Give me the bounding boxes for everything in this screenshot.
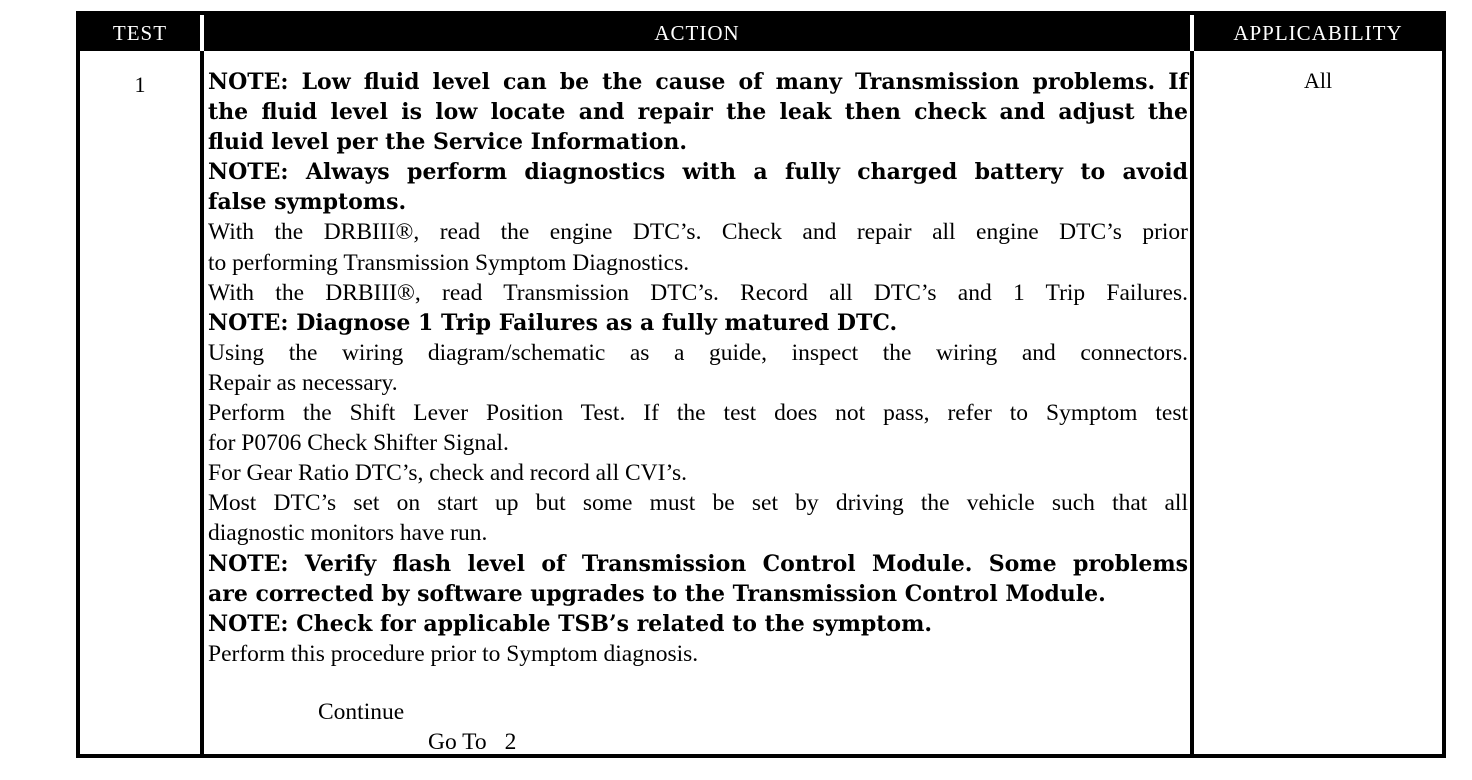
action-line: NOTE: Check for applicable TSB’s related to the symptom. — [208, 610, 933, 637]
action-line: NOTE: Verify flash level of Transmission Control Module. Some problems — [208, 550, 1188, 577]
action-line: for P0706 Check Shifter Signal. — [208, 430, 509, 457]
applicability-value: All — [1303, 68, 1333, 93]
goto-instruction — [428, 729, 516, 756]
header-applicability: APPLICABILITY — [1194, 15, 1442, 51]
action-line: to performing Transmission Symptom Diagnostics. — [208, 249, 690, 276]
column-divider — [200, 51, 204, 754]
action-line: Perform this procedure prior to Symptom diagnosis. — [208, 640, 699, 667]
action-line: For Gear Ratio DTC’s, check and record all CVI’s. — [208, 460, 688, 487]
action-line: the fluid level is low locate and repair the leak then check and adjust the — [208, 99, 1188, 126]
diagnostic-table — [76, 11, 1446, 758]
action-line: With the DRBIII®, read Transmission DTC’s. Record all DTC’s and 1 Trip Failures. — [208, 279, 1188, 306]
action-line: diagnostic monitors have run. — [208, 520, 488, 547]
action-line: NOTE: Low fluid level can be the cause of many Transmission problems. If — [208, 69, 1188, 95]
goto-label: Go To — [428, 729, 487, 755]
header-test: TEST — [80, 15, 200, 51]
goto-target: 2 — [504, 729, 517, 755]
action-line: Perform the Shift Lever Position Test. If the test does not pass, refer to Symptom test — [208, 400, 1188, 427]
action-line: With the DRBIII®, read the engine DTC’s. Check and repair all engine DTC’s prior — [208, 219, 1188, 246]
action-line: NOTE: Diagnose 1 Trip Failures as a fully matured DTC. — [208, 309, 898, 336]
action-line: NOTE: Always perform diagnostics with a fully charged battery to avoid — [208, 159, 1188, 186]
action-line: fluid level per the Service Information. — [208, 129, 688, 156]
column-divider — [1190, 51, 1194, 754]
test-number: 1 — [134, 72, 146, 97]
action-text — [208, 67, 1188, 669]
continue-label: Continue — [318, 699, 405, 725]
action-line: Using the wiring diagram/schematic as a guide, inspect the wiring and connectors. — [208, 339, 1188, 366]
action-line: are corrected by software upgrades to the Transmission Control Module. — [208, 580, 1106, 607]
action-line: Repair as necessary. — [208, 369, 398, 396]
header-action: ACTION — [204, 15, 1190, 51]
action-line: Most DTC’s set on start up but some must be set by driving the vehicle such that all — [208, 490, 1188, 517]
action-line: false symptoms. — [208, 189, 407, 216]
